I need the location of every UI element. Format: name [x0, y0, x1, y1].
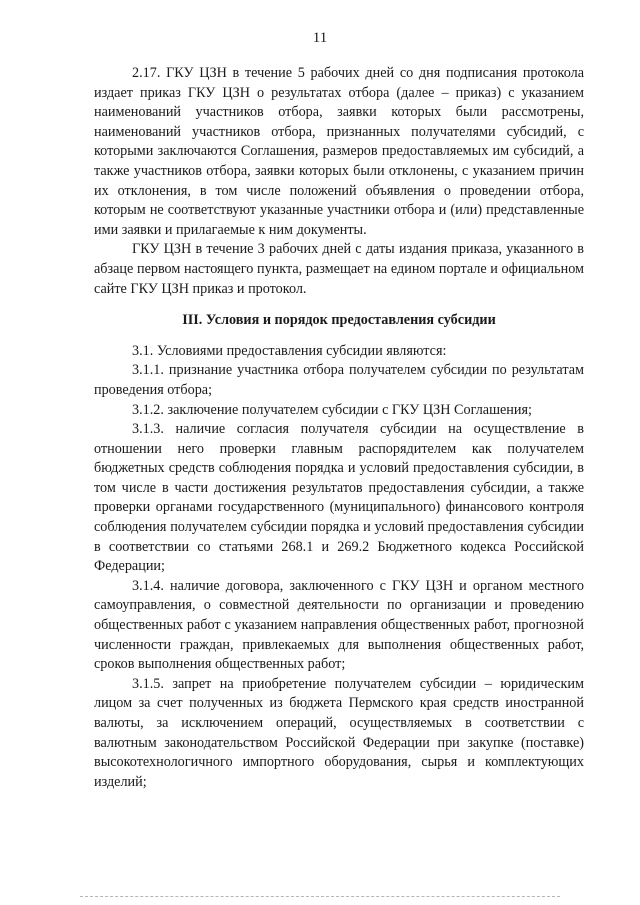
document-body: [94, 64, 584, 792]
paragraph-3-1-5: 3.1.5. запрет на приобретение получателем субсидии – юридическим лицом за счет полученных из бюджета Пермского края средств иностранной валюты, за исключением операций, осуществляемых в соответствии с валютным законодательством Российской Федерации при закупке (поставке) высокотехнологичного импортного оборудования, сырья и комплектующих изделий;: [94, 675, 584, 790]
paragraph-2-17: 2.17. ГКУ ЦЗН в течение 5 рабочих дней со дня подписания протокола издает приказ ГКУ ЦЗН о результатах отбора (далее – приказ) с указанием наименований участников отбора, заявки которых были рассмотрены, наименований участников отбора, признанных получателями субсидий, с которыми заключаются Соглашения, размеров предоставляемых им субсидий, а также участников отбора, заявки которых были отклонены, с указанием причин их отклонения, в том числе положений объявления о проведении отбора, которым не соответствуют указанные участники отбора и (или) представленные ими заявки и прилагаемые к ним документы.: [94, 65, 584, 238]
paragraph-2-17-publication: ГКУ ЦЗН в течение 3 рабочих дней с даты издания приказа, указанного в абзаце первом настоящего пункта, размещает на едином портале и официальном сайте ГКУ ЦЗН приказ и протокол.: [94, 241, 584, 297]
section-heading: III. Условия и порядок предоставления субсидии: [182, 312, 496, 329]
paragraph-3-1: 3.1. Условиями предоставления субсидии являются:: [132, 342, 447, 359]
page-number: 11: [312, 30, 328, 46]
paragraph-3-1-1: 3.1.1. признание участника отбора получателем субсидии по результатам проведения отбора;: [94, 362, 584, 398]
paragraph-3-1-4: 3.1.4. наличие договора, заключенного с ГКУ ЦЗН и органом местного самоуправления, о совместной деятельности по организации и проведению общественных работ с указанием направления общественных работ, прогнозной численности граждан, привлекаемых для выполнения общественных работ, сроков выполнения общественных работ;: [94, 577, 584, 673]
paragraph-3-1-2: 3.1.2. заключение получателем субсидии с ГКУ ЦЗН Соглашения;: [132, 401, 532, 418]
scan-edge-line: [80, 896, 560, 897]
paragraph-3-1-3: 3.1.3. наличие согласия получателя субсидии на осуществление в отношении него проверки главным распорядителем как получателем бюджетных средств соблюдения порядка и условий предоставления субсидии, в том числе в части достижения результатов предоставления субсидии, а также проверки органами государственного (муниципального) финансового контроля соблюдения получателем субсидии порядка и условий предоставления субсидии в соответствии со статьями 268.1 и 269.2 Бюджетного кодекса Российской Федерации;: [94, 421, 584, 575]
